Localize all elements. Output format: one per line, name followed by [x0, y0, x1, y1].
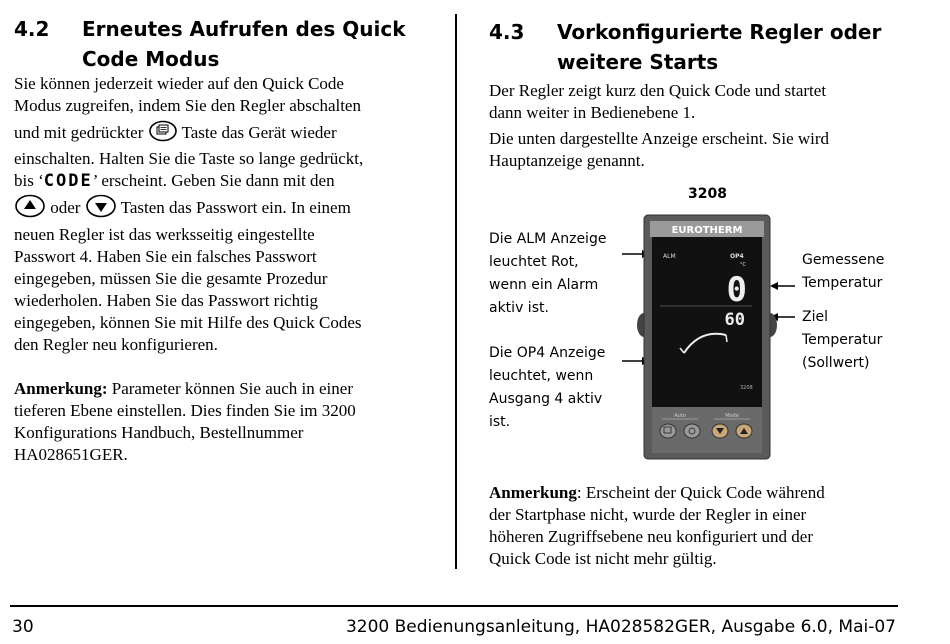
section-4-3-body [489, 80, 929, 172]
page-button-icon [148, 120, 178, 148]
callout-line: aktiv ist. [489, 300, 549, 316]
text-fragment: Taste das Gerät wieder [181, 122, 337, 142]
note-line: tieferen Ebene einstellen. Dies finden Sie im 3200 [14, 401, 356, 420]
auto-key-label: Auto [674, 413, 686, 419]
up-arrow-button-icon [14, 194, 46, 224]
footer-rule [10, 605, 898, 607]
figure-model-label: 3208 [688, 186, 727, 202]
callout-line: Die OP4 Anzeige [489, 345, 606, 361]
text-fragment: bis ‘ [14, 171, 44, 190]
callout-target-temperature [802, 306, 882, 375]
footer-document-info: 3200 Bedienungsanleitung, HA028582GER, Ausgabe 6.0, Mai-07 [345, 617, 896, 637]
text-fragment: Tasten das Passwort ein. In einem [120, 197, 351, 217]
model-label-small: 3208 [740, 385, 753, 391]
text-fragment: und mit gedrückter [14, 122, 144, 142]
callout-measured-temperature [802, 249, 884, 295]
paragraph-line: Sie können jederzeit wieder auf den Quick Code [14, 74, 344, 93]
callout-line: (Sollwert) [802, 355, 870, 371]
note-line: Konfigurations Handbuch, Bestellnummer [14, 423, 304, 442]
text-fragment: oder [50, 197, 81, 217]
device-down-button-icon [712, 424, 728, 438]
paragraph-line [14, 120, 449, 148]
section-title-line-2: Code Modus [82, 47, 220, 71]
callout-line: Temperatur [802, 332, 883, 348]
paragraph-line: einschalten. Halten Sie die Taste so lange gedrückt, [14, 149, 364, 168]
section-number: 4.2 [14, 17, 50, 41]
paragraph-line: Die unten dargestellte Anzeige erscheint. Sie wird [489, 129, 830, 148]
callout-line: leuchtet, wenn [489, 368, 594, 384]
section-title-line-1: Erneutes Aufrufen des Quick [82, 17, 406, 41]
callout-line: Ziel [802, 309, 828, 325]
note-line [489, 482, 929, 504]
paragraph-line: Der Regler zeigt kurz den Quick Code und startet [489, 81, 827, 100]
paragraph-line [14, 194, 449, 224]
note-label: Anmerkung: [14, 379, 108, 398]
callout-line: Die ALM Anzeige [489, 231, 607, 247]
note-line: höheren Zugriffsebene neu konfiguriert und der [489, 527, 813, 546]
paragraph-line: Hauptanzeige genannt. [489, 151, 645, 170]
text-fragment: : Erscheint der Quick Code während [576, 483, 825, 502]
device-scroll-button-icon [684, 424, 700, 438]
section-title-line-1: Vorkonfigurierte Regler oder [557, 20, 882, 44]
paragraph-line: eingegeben, müssen Sie die gesamte Prozedur [14, 269, 328, 288]
paragraph-line: Modus zugreifen, indem Sie den Regler abschalten [14, 96, 361, 115]
down-arrow-button-icon [85, 194, 117, 224]
paragraph-line: den Regler neu konfigurieren. [14, 335, 218, 354]
note-line: der Startphase nicht, wurde der Regler in einer [489, 505, 807, 524]
process-value-display: 0 [726, 270, 747, 310]
mode-key-label: Mode [725, 413, 739, 419]
column-divider [455, 14, 457, 569]
alm-indicator: ALM [663, 253, 676, 260]
callout-line: Ausgang 4 aktiv [489, 391, 603, 407]
paragraph-line: wiederholen. Haben Sie das Passwort richtig [14, 291, 319, 310]
op4-indicator: OP4 [730, 253, 744, 260]
paragraph-line: Passwort 4. Haben Sie ein falsches Passwort [14, 247, 317, 266]
section-4-2-heading [14, 14, 444, 76]
code-display-text: CODE [43, 171, 93, 191]
paragraph-line: dann weiter in Bedienebene 1. [489, 103, 696, 122]
callout-line: wenn ein Alarm [489, 277, 599, 293]
page-number: 30 [12, 617, 34, 637]
callout-op4 [489, 342, 605, 434]
section-title-line-2: weitere Starts [557, 50, 719, 74]
setpoint-display: 60 [724, 310, 745, 330]
controller-3208-illustration [600, 205, 810, 465]
callout-line: Temperatur [802, 275, 883, 291]
callout-line: Gemessene [802, 252, 885, 268]
unit-indicator: °C [740, 262, 746, 268]
callout-line: leuchtet Rot, [489, 254, 579, 270]
text-fragment: ’ erscheint. Geben Sie dann mit den [92, 171, 335, 190]
paragraph-line: neuen Regler ist das werksseitig eingestellte [14, 225, 315, 244]
paragraph-line [14, 170, 449, 192]
device-up-button-icon [736, 424, 752, 438]
note-label: Anmerkung [489, 483, 577, 502]
note-line: Quick Code ist nicht mehr gültig. [489, 549, 717, 568]
brand-logo-text: EUROTHERM [671, 225, 743, 236]
paragraph-line: eingegeben, können Sie mit Hilfe des Quick Codes [14, 313, 362, 332]
section-4-2-body [14, 73, 449, 466]
callout-line: ist. [489, 414, 511, 430]
section-number: 4.3 [489, 20, 525, 44]
note-line [14, 378, 449, 400]
section-4-3-note [489, 482, 929, 570]
callout-alm [489, 228, 606, 320]
text-fragment: Parameter können Sie auch in einer [107, 379, 353, 398]
device-page-button-icon [660, 424, 676, 438]
note-line: HA028651GER. [14, 445, 128, 464]
section-4-3-heading [489, 17, 929, 79]
